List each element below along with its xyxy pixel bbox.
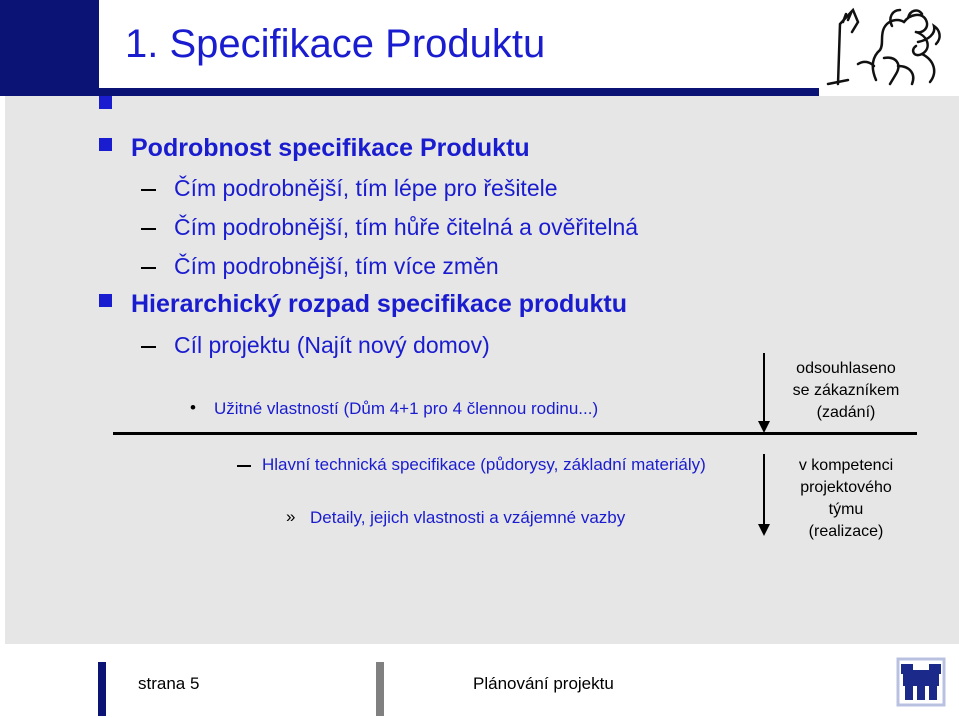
side-note-upper (776, 358, 916, 424)
down-arrow-icon (757, 454, 771, 536)
divider-line (113, 432, 917, 435)
header-underline (99, 88, 819, 96)
slide-title: 1. Specifikace Produktu (125, 22, 546, 66)
dash-icon (141, 267, 156, 269)
dash-icon (141, 228, 156, 230)
side-note-lower (776, 455, 916, 543)
side-note-line: v kompetenci (798, 457, 894, 474)
dash-icon (141, 189, 156, 191)
side-note-line: odsouhlaseno (796, 360, 896, 377)
header-navy-block (0, 0, 99, 96)
side-note-line: se zákazníkem (792, 382, 900, 399)
side-note-line: projektového (800, 479, 892, 496)
dash-icon (141, 346, 156, 348)
dot-icon: • (190, 398, 196, 417)
down-arrow-icon (757, 353, 771, 433)
czech-lion-logo (818, 4, 948, 92)
footer-bar-middle (376, 662, 384, 716)
bullet-item: Hlavní technická specifikace (půdorysy, základní materiály) (262, 455, 706, 474)
chevron-icon: » (286, 507, 296, 526)
bullet-item: Čím podrobnější, tím lépe pro řešitele (174, 175, 558, 201)
footer-bar-left (98, 662, 106, 716)
bullet-heading: Hierarchický rozpad specifikace produktu (131, 290, 628, 318)
bullet-item: Cíl projektu (Najít nový domov) (174, 332, 490, 358)
bullet-square-icon (99, 138, 112, 151)
dash-icon (237, 465, 251, 467)
course-name: Plánování projektu (473, 674, 614, 693)
page-number: strana 5 (138, 674, 200, 693)
fel-logo (893, 654, 949, 710)
side-note-line: týmu (828, 501, 864, 518)
bullet-heading: Podrobnost specifikace Produktu (131, 134, 530, 162)
bullet-item: Užitné vlastností (Dům 4+1 pro 4 člennou rodinu...) (214, 399, 599, 418)
bullet-item: Čím podrobnější, tím hůře čitelná a ověřitelná (174, 214, 639, 240)
top-left-square (99, 96, 112, 109)
side-note-line: (realizace) (808, 523, 884, 540)
bullet-item: Čím podrobnější, tím více změn (174, 253, 499, 279)
side-note-line: (zadání) (816, 404, 876, 421)
bullet-item: Detaily, jejich vlastnosti a vzájemné vazby (310, 508, 626, 527)
bullet-square-icon (99, 294, 112, 307)
